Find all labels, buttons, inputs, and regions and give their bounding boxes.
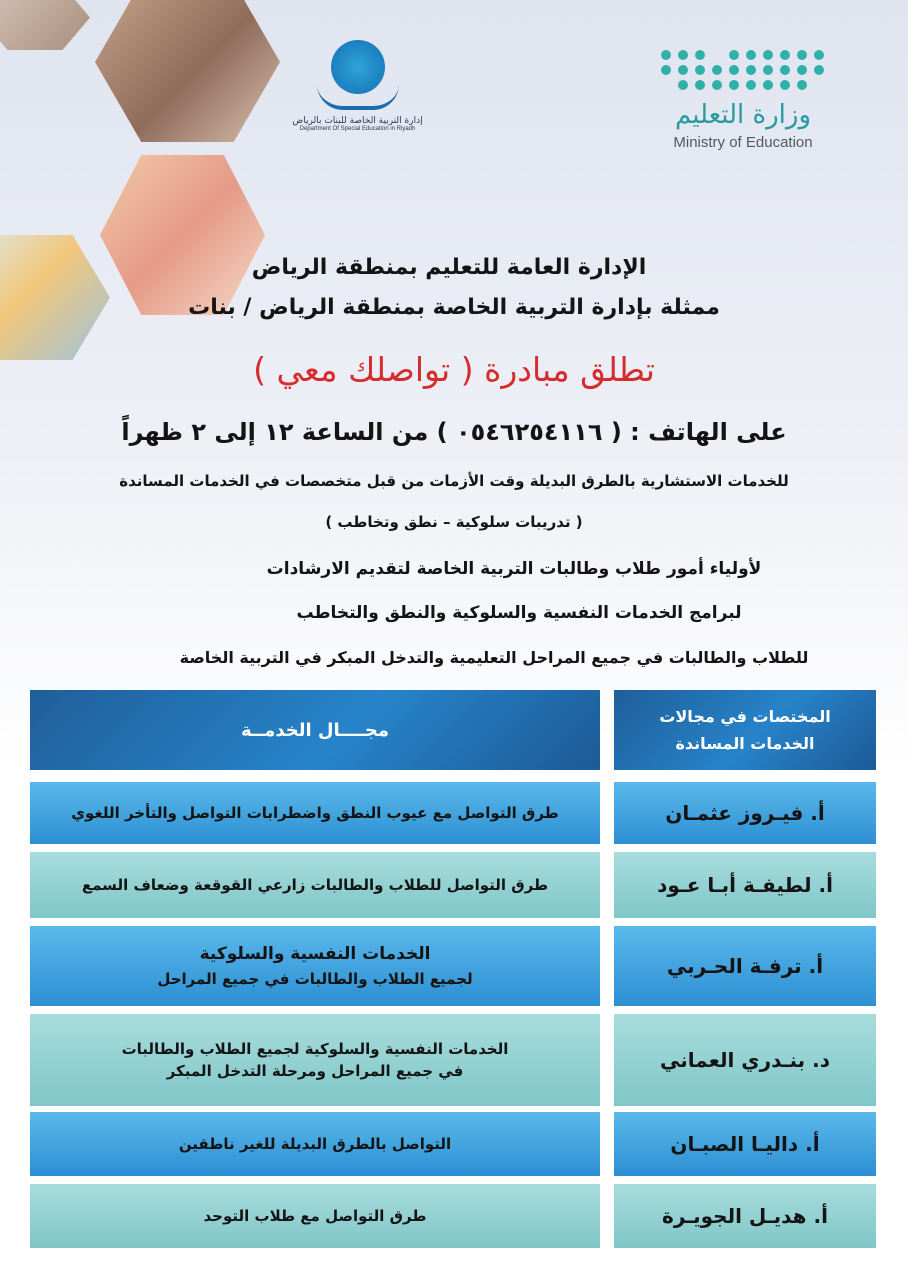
service-description — [30, 926, 600, 1006]
specialist-name: أ. داليـا الصبـان — [614, 1112, 876, 1176]
child-photo-beading — [95, 0, 280, 142]
service-line: طرق التواصل مع عيوب النطق واضطرابات التواصل والتأخر اللغوي — [71, 803, 559, 822]
ministry-dots-icon — [618, 50, 868, 90]
department-name-en: Department Of Special Education in Riyadh — [299, 126, 416, 132]
description-line-2: ( تدريبات سلوكية – نطق وتخاطب ) — [325, 513, 583, 531]
puzzle-book-icon — [317, 40, 399, 110]
specialist-name: أ. هديـل الجويـرة — [614, 1184, 876, 1248]
table-row — [30, 782, 876, 844]
child-photo-drawing — [100, 155, 265, 315]
header-service-field: مجــــال الخدمــة — [30, 690, 600, 770]
service-description — [30, 782, 600, 844]
initiative-title: تطلق مبادرة ( تواصلك معي ) — [253, 350, 655, 389]
service-description — [30, 1014, 600, 1106]
department-name-ar: إدارة التربية الخاصة للبنات بالرياض — [292, 116, 423, 126]
specialist-name: أ. لطيفـة أبـا عـود — [614, 852, 876, 918]
table-row — [30, 926, 876, 1006]
service-description — [30, 1184, 600, 1248]
ministry-name-ar: وزارة التعليم — [674, 100, 812, 130]
service-line-2: في جميع المراحل ومرحلة التدخل المبكر — [166, 1062, 464, 1080]
heading-line-1: الإدارة العامة للتعليم بمنطقة الرياض — [251, 255, 647, 280]
child-photo-top-left — [0, 0, 90, 50]
table-row — [30, 1014, 876, 1106]
description-line-5: للطلاب والطالبات في جميع المراحل التعليمية والتدخل المبكر في التربية الخاصة — [179, 648, 809, 667]
service-line: الخدمات النفسية والسلوكية — [199, 944, 431, 964]
table-row — [30, 1112, 876, 1176]
table-header-row — [30, 690, 876, 770]
table-row — [30, 852, 876, 918]
service-line: الخدمات النفسية والسلوكية لجميع الطلاب والطالبات — [121, 1039, 509, 1058]
header-specialists-line-1: المختصات في مجالات — [659, 706, 831, 726]
specialist-name: أ. ترفـة الحـربي — [614, 926, 876, 1006]
service-line-2: لجميع الطلاب والطالبات في جميع المراحل — [157, 969, 473, 988]
description-line-1: للخدمات الاستشارية بالطرق البديلة وقت الأزمات من قبل متخصصات في الخدمات المساندة — [119, 472, 789, 490]
heading-line-2: ممثلة بإدارة التربية الخاصة بمنطقة الرياض / بنات — [188, 295, 720, 320]
service-line: طرق التواصل مع طلاب التوحد — [203, 1206, 427, 1225]
header-specialists-line-2: الخدمات المساندة — [675, 734, 815, 753]
service-description — [30, 852, 600, 918]
description-line-3: لأولياء أمور طلاب وطالبات التربية الخاصة لتقديم الارشادات — [266, 559, 762, 579]
service-description — [30, 1112, 600, 1176]
header-specialists — [614, 690, 876, 770]
service-line: طرق التواصل للطلاب والطالبات زارعي القوقعة وضعاف السمع — [81, 875, 549, 894]
ministry-logo — [618, 50, 868, 151]
description-line-4: لبرامج الخدمات النفسية والسلوكية والنطق والتخاطب — [296, 603, 742, 623]
special-education-logo — [285, 40, 430, 132]
phone-line: على الهاتف : ( ٠٥٤٦٢٥٤١١٦ ) من الساعة ١٢ إلى ٢ ظهراً — [121, 418, 787, 446]
specialist-name: أ. فيـروز عثمـان — [614, 782, 876, 844]
service-line: التواصل بالطرق البديلة للغير ناطقين — [178, 1134, 452, 1153]
ministry-name-en: Ministry of Education — [673, 134, 813, 151]
table-row — [30, 1184, 876, 1248]
specialist-name: د. بنـدري العماني — [614, 1014, 876, 1106]
